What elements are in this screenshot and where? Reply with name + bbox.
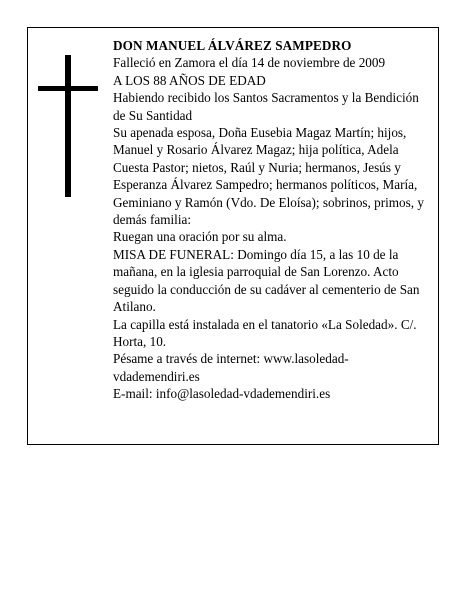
- contact-email: E-mail: info@lasoledad-vdademendiri.es: [113, 386, 331, 402]
- cross-horizontal-bar: [38, 86, 98, 91]
- chapel-info: La capilla está instalada en el tanatorio «La Soledad». C/. Horta, 10.: [113, 316, 417, 349]
- cross-icon: [38, 55, 98, 197]
- prayer-request: Ruegan una oración por su alma.: [113, 229, 287, 245]
- funeral-mass-info: MISA DE FUNERAL: Domingo día 15, a las 10 de la mañana, en la iglesia parroquial de San Lorenzo. Acto seguido la conducción de su cadáver al cementerio de San Atilano.: [113, 246, 420, 315]
- deceased-name: DON MANUEL ÁLVÁREZ SAMPEDRO: [113, 38, 352, 53]
- cross-vertical-bar: [65, 55, 71, 197]
- obituary-text: [113, 37, 425, 403]
- death-info: Falleció en Zamora el día 14 de noviembre de 2009: [113, 55, 386, 71]
- family-list: Su apenada esposa, Doña Eusebia Magaz Martín; hijos, Manuel y Rosario Álvarez Magaz; hija política, Adela Cuesta Pastor; nietos, Raúl y Nuria; hermanos, Jesús y Esperanza Álvarez Sampedro; hermanos políticos, María, Geminiano y Ramón (Vdo. De Eloísa); sobrinos, primos, y demás familia:: [113, 125, 424, 228]
- age-at-death: A LOS 88 AÑOS DE EDAD: [113, 72, 266, 88]
- sacraments-note: Habiendo recibido los Santos Sacramentos y la Bendición de Su Santidad: [113, 90, 419, 123]
- condolences-web: Pésame a través de internet: www.lasoledad-vdademendiri.es: [113, 351, 349, 384]
